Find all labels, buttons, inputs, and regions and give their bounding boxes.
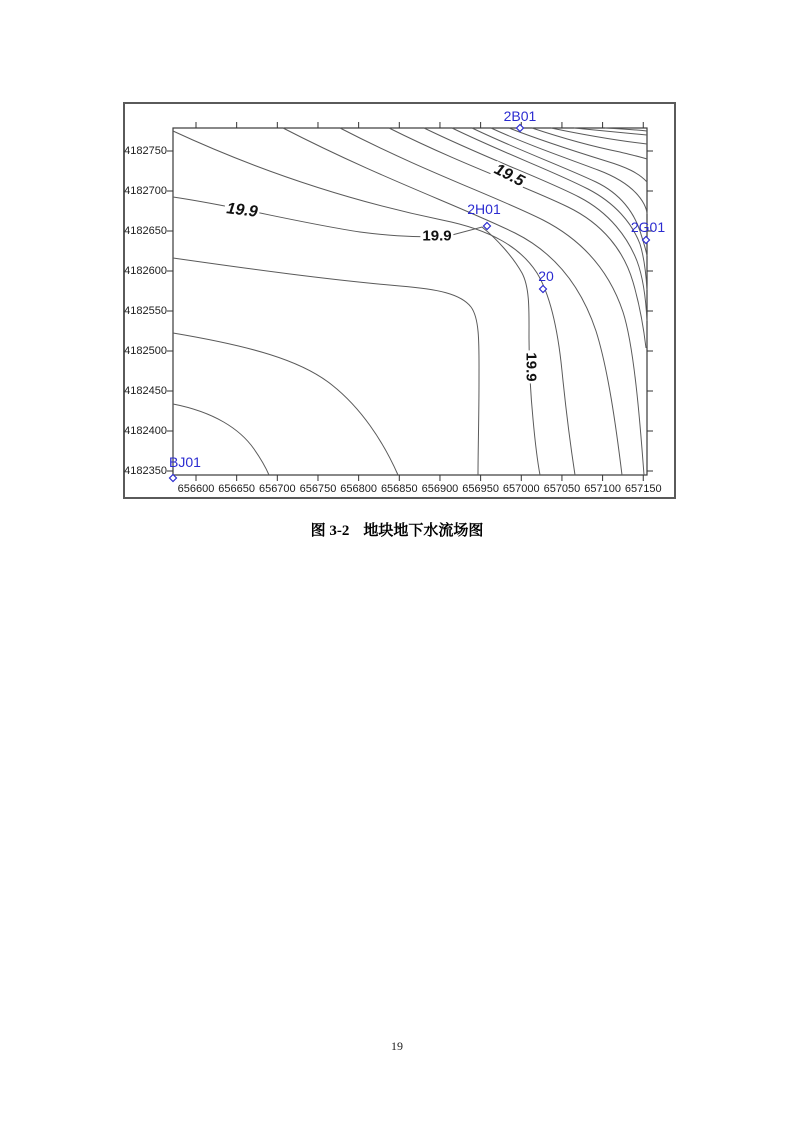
plot-area-border bbox=[173, 128, 647, 475]
contour-line bbox=[173, 258, 479, 475]
well-label-2B01: 2B01 bbox=[503, 108, 537, 124]
y-axis-tick-label: 4182750 bbox=[124, 145, 167, 157]
page-number: 19 bbox=[391, 1039, 403, 1053]
x-axis-tick-label: 656650 bbox=[218, 483, 256, 495]
contour-line bbox=[340, 128, 644, 475]
y-axis-tick-label: 4182700 bbox=[124, 185, 167, 197]
contour-line bbox=[424, 128, 647, 321]
contour-lines-group bbox=[173, 128, 647, 475]
x-axis-tick-label: 657100 bbox=[584, 483, 621, 495]
x-axis-tick-label: 657050 bbox=[543, 483, 581, 495]
figure-caption-number: 图 3-2 bbox=[310, 523, 350, 539]
x-axis-tick-label: 656900 bbox=[421, 483, 459, 495]
contour-line bbox=[532, 128, 647, 159]
contour-value-label: 19.9 bbox=[522, 352, 540, 382]
x-axis-tick-label: 656700 bbox=[258, 483, 296, 495]
y-axis-tick-label: 4182450 bbox=[124, 385, 167, 397]
figure-caption bbox=[0, 519, 794, 540]
x-axis-tick-label: 656850 bbox=[380, 483, 418, 495]
figure-outer-border bbox=[124, 103, 675, 498]
x-axis-tick-label: 656800 bbox=[340, 483, 377, 495]
contour-value-label: 19.5 bbox=[491, 160, 527, 191]
axis-ticks-group bbox=[167, 122, 653, 481]
y-axis-tick-label: 4182400 bbox=[124, 425, 167, 437]
x-axis-tick-label: 657000 bbox=[502, 483, 540, 495]
x-axis-tick-label: 656950 bbox=[462, 483, 499, 495]
well-markers-group bbox=[170, 125, 650, 482]
y-axis-tick-label: 4182600 bbox=[124, 265, 167, 277]
contour-plot-canvas bbox=[122, 101, 677, 500]
contour-line bbox=[173, 333, 398, 475]
y-axis-tick-label: 4182550 bbox=[124, 305, 167, 317]
x-axis-tick-label: 656600 bbox=[177, 483, 215, 495]
contour-value-label: 19.9 bbox=[422, 227, 452, 245]
well-label-BJ01: BJ01 bbox=[169, 454, 201, 470]
well-label-20: 20 bbox=[538, 268, 554, 284]
well-marker-2B01 bbox=[517, 125, 524, 132]
y-axis-tick-label: 4182350 bbox=[124, 465, 167, 477]
y-axis-tick-label: 4182650 bbox=[124, 225, 167, 237]
well-label-2G01: 2G01 bbox=[630, 219, 666, 235]
contour-line bbox=[472, 128, 647, 256]
y-axis-tick-label: 4182500 bbox=[124, 345, 167, 357]
x-axis-tick-label: 657150 bbox=[624, 483, 662, 495]
figure-caption-title: 地块地下水流场图 bbox=[363, 523, 484, 539]
well-label-2H01: 2H01 bbox=[467, 201, 501, 217]
contour-value-label: 19.9 bbox=[225, 200, 259, 221]
contour-line bbox=[574, 128, 647, 135]
contour-line bbox=[173, 197, 540, 475]
x-axis-tick-label: 656750 bbox=[299, 483, 337, 495]
